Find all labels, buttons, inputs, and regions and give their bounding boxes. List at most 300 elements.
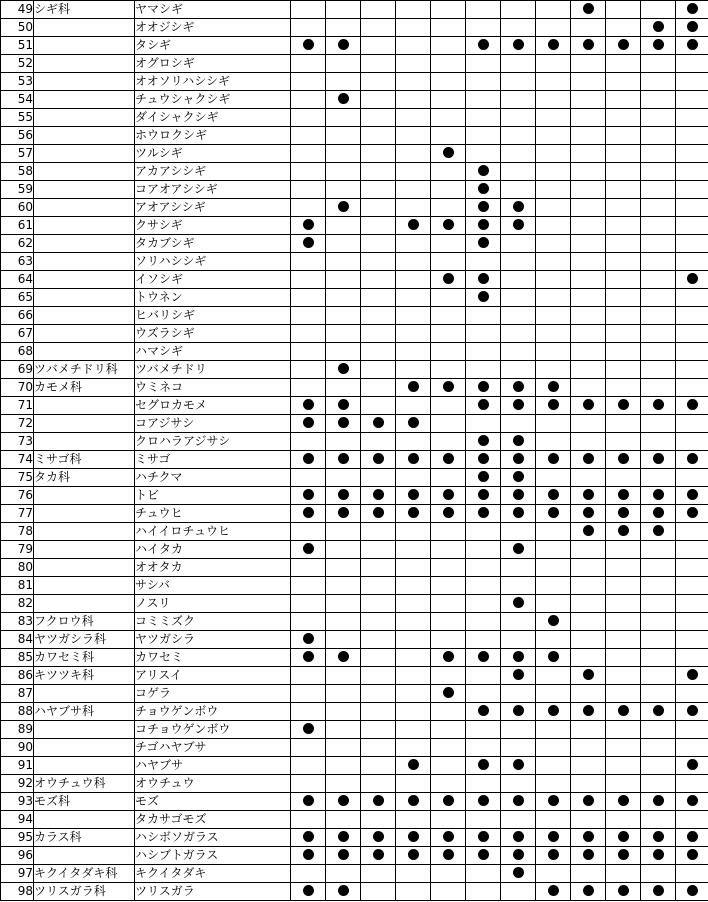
record-cell [361, 757, 396, 775]
record-cell [291, 19, 326, 37]
record-cell [361, 379, 396, 397]
row-number-cell: 91 [1, 757, 34, 775]
record-dot-icon [373, 831, 384, 842]
record-dot-icon [653, 849, 664, 860]
table-row [1, 451, 708, 469]
record-cell [361, 289, 396, 307]
record-cell [431, 541, 466, 559]
record-cell [641, 289, 676, 307]
record-cell [466, 577, 501, 595]
record-dot-icon [478, 849, 489, 860]
record-cell [326, 505, 361, 523]
record-dot-icon [513, 543, 524, 554]
record-cell [501, 37, 536, 55]
record-cell [641, 343, 676, 361]
family-cell: キツツキ科 [34, 667, 135, 685]
record-dot-icon [338, 363, 349, 374]
record-cell [676, 631, 708, 649]
record-dot-icon [338, 885, 349, 896]
row-number-cell: 66 [1, 307, 34, 325]
species-cell: ウズラシギ [135, 325, 291, 343]
record-cell [291, 73, 326, 91]
record-cell [466, 145, 501, 163]
record-cell [326, 685, 361, 703]
record-cell [326, 793, 361, 811]
record-cell [571, 91, 606, 109]
family-cell [34, 343, 135, 361]
record-cell [606, 847, 641, 865]
record-cell [396, 541, 431, 559]
record-cell [361, 217, 396, 235]
record-cell [606, 361, 641, 379]
record-cell [536, 343, 571, 361]
family-cell [34, 73, 135, 91]
record-cell [641, 649, 676, 667]
record-dot-icon [618, 831, 629, 842]
family-cell: ツリスガラ科 [34, 883, 135, 901]
record-cell [501, 865, 536, 883]
record-cell [571, 217, 606, 235]
record-cell [466, 469, 501, 487]
record-dot-icon [513, 435, 524, 446]
record-cell [361, 91, 396, 109]
record-dot-icon [303, 219, 314, 230]
record-cell [536, 19, 571, 37]
record-cell [536, 181, 571, 199]
row-number-cell: 69 [1, 361, 34, 379]
family-cell [34, 397, 135, 415]
record-cell [431, 163, 466, 181]
record-cell [676, 667, 708, 685]
record-cell [361, 361, 396, 379]
record-cell [501, 721, 536, 739]
table-row [1, 127, 708, 145]
record-cell [396, 559, 431, 577]
record-dot-icon [303, 543, 314, 554]
record-cell [571, 865, 606, 883]
record-cell [396, 235, 431, 253]
record-cell [536, 1, 571, 19]
record-cell [606, 343, 641, 361]
record-cell [536, 433, 571, 451]
record-dot-icon [338, 831, 349, 842]
record-cell [571, 595, 606, 613]
record-dot-icon [583, 489, 594, 500]
record-dot-icon [338, 849, 349, 860]
record-cell [536, 217, 571, 235]
table-row [1, 307, 708, 325]
record-cell [536, 127, 571, 145]
record-cell [571, 415, 606, 433]
record-cell [326, 649, 361, 667]
record-cell [466, 271, 501, 289]
record-cell [431, 73, 466, 91]
record-dot-icon [548, 453, 559, 464]
record-dot-icon [513, 669, 524, 680]
species-cell: オウチュウ [135, 775, 291, 793]
record-dot-icon [478, 651, 489, 662]
table-row [1, 577, 708, 595]
record-cell [431, 469, 466, 487]
record-cell [536, 559, 571, 577]
record-cell [676, 91, 708, 109]
record-cell [501, 523, 536, 541]
record-cell [641, 91, 676, 109]
family-cell [34, 541, 135, 559]
record-cell [291, 829, 326, 847]
record-cell [641, 505, 676, 523]
record-cell [291, 415, 326, 433]
record-cell [361, 73, 396, 91]
record-cell [571, 649, 606, 667]
record-cell [326, 469, 361, 487]
table-row [1, 811, 708, 829]
record-cell [676, 595, 708, 613]
record-cell [396, 271, 431, 289]
record-cell [606, 883, 641, 901]
record-cell [466, 397, 501, 415]
record-cell [361, 505, 396, 523]
record-dot-icon [583, 849, 594, 860]
record-cell [571, 397, 606, 415]
species-cell: ヤツガシラ [135, 631, 291, 649]
record-dot-icon [443, 381, 454, 392]
record-cell [291, 1, 326, 19]
record-cell [326, 757, 361, 775]
family-cell: カワセミ科 [34, 649, 135, 667]
record-cell [571, 37, 606, 55]
record-cell [606, 307, 641, 325]
record-cell [606, 721, 641, 739]
record-cell [431, 307, 466, 325]
record-cell [641, 487, 676, 505]
record-cell [396, 793, 431, 811]
record-cell [536, 613, 571, 631]
record-cell [396, 721, 431, 739]
record-dot-icon [513, 489, 524, 500]
table-row [1, 469, 708, 487]
record-cell [431, 127, 466, 145]
record-cell [641, 703, 676, 721]
record-cell [396, 289, 431, 307]
record-dot-icon [408, 417, 419, 428]
record-cell [291, 883, 326, 901]
record-cell [466, 685, 501, 703]
record-cell [606, 91, 641, 109]
record-cell [431, 343, 466, 361]
table-row [1, 847, 708, 865]
species-cell: チュウヒ [135, 505, 291, 523]
record-cell [676, 19, 708, 37]
record-cell [361, 145, 396, 163]
record-dot-icon [408, 759, 419, 770]
record-cell [606, 793, 641, 811]
record-cell [571, 379, 606, 397]
record-cell [676, 775, 708, 793]
record-cell [571, 523, 606, 541]
species-cell: クロハラアジサシ [135, 433, 291, 451]
record-cell [431, 595, 466, 613]
record-cell [501, 271, 536, 289]
record-cell [606, 451, 641, 469]
record-cell [501, 739, 536, 757]
record-dot-icon [653, 525, 664, 536]
record-cell [431, 325, 466, 343]
record-dot-icon [618, 705, 629, 716]
table-row [1, 541, 708, 559]
row-number-cell: 92 [1, 775, 34, 793]
record-cell [466, 775, 501, 793]
table-row [1, 487, 708, 505]
record-dot-icon [513, 597, 524, 608]
row-number-cell: 79 [1, 541, 34, 559]
record-dot-icon [338, 489, 349, 500]
record-cell [326, 739, 361, 757]
record-cell [466, 883, 501, 901]
record-cell [431, 289, 466, 307]
record-dot-icon [653, 831, 664, 842]
family-cell [34, 235, 135, 253]
table-row [1, 37, 708, 55]
table-row [1, 253, 708, 271]
record-cell [641, 793, 676, 811]
record-dot-icon [478, 471, 489, 482]
record-cell [501, 325, 536, 343]
record-cell [536, 271, 571, 289]
table-row [1, 379, 708, 397]
record-cell [536, 307, 571, 325]
record-cell [536, 73, 571, 91]
record-cell [291, 325, 326, 343]
table-row [1, 55, 708, 73]
record-cell [676, 109, 708, 127]
record-dot-icon [408, 453, 419, 464]
record-cell [396, 433, 431, 451]
record-cell [606, 667, 641, 685]
record-dot-icon [653, 39, 664, 50]
record-cell [361, 577, 396, 595]
record-cell [361, 397, 396, 415]
record-cell [676, 181, 708, 199]
record-cell [641, 181, 676, 199]
record-cell [396, 595, 431, 613]
record-cell [361, 19, 396, 37]
record-dot-icon [653, 795, 664, 806]
record-cell [396, 487, 431, 505]
family-cell [34, 163, 135, 181]
species-cell: オオタカ [135, 559, 291, 577]
family-cell [34, 721, 135, 739]
record-cell [641, 451, 676, 469]
family-cell [34, 181, 135, 199]
record-cell [431, 199, 466, 217]
record-cell [536, 37, 571, 55]
record-dot-icon [443, 273, 454, 284]
record-cell [641, 685, 676, 703]
row-number-cell: 93 [1, 793, 34, 811]
record-dot-icon [478, 237, 489, 248]
record-cell [606, 433, 641, 451]
record-dot-icon [687, 3, 698, 14]
record-cell [641, 415, 676, 433]
record-dot-icon [443, 507, 454, 518]
record-dot-icon [548, 399, 559, 410]
species-cell: チョウゲンボウ [135, 703, 291, 721]
family-cell: シギ科 [34, 1, 135, 19]
record-cell [606, 505, 641, 523]
record-cell [466, 631, 501, 649]
record-dot-icon [618, 849, 629, 860]
record-dot-icon [687, 885, 698, 896]
record-cell [431, 685, 466, 703]
record-dot-icon [303, 633, 314, 644]
record-cell [676, 793, 708, 811]
record-cell [501, 73, 536, 91]
record-cell [501, 469, 536, 487]
record-cell [291, 865, 326, 883]
species-cell: カワセミ [135, 649, 291, 667]
species-cell: ハシボソガラス [135, 829, 291, 847]
row-number-cell: 90 [1, 739, 34, 757]
record-cell [501, 577, 536, 595]
record-cell [571, 109, 606, 127]
record-cell [606, 469, 641, 487]
row-number-cell: 96 [1, 847, 34, 865]
record-cell [361, 109, 396, 127]
record-cell [606, 541, 641, 559]
family-cell [34, 55, 135, 73]
record-cell [326, 703, 361, 721]
record-dot-icon [653, 453, 664, 464]
table-row [1, 271, 708, 289]
family-cell: カモメ科 [34, 379, 135, 397]
record-cell [466, 487, 501, 505]
record-cell [396, 505, 431, 523]
species-cell: モズ [135, 793, 291, 811]
row-number-cell: 88 [1, 703, 34, 721]
record-dot-icon [443, 489, 454, 500]
record-cell [326, 271, 361, 289]
record-cell [501, 595, 536, 613]
species-cell: タシギ [135, 37, 291, 55]
record-cell [606, 379, 641, 397]
record-dot-icon [653, 705, 664, 716]
record-cell [641, 595, 676, 613]
row-number-cell: 85 [1, 649, 34, 667]
record-cell [466, 127, 501, 145]
record-cell [536, 649, 571, 667]
record-cell [501, 793, 536, 811]
family-cell [34, 847, 135, 865]
record-cell [501, 631, 536, 649]
record-cell [536, 757, 571, 775]
species-cell: チュウシャクシギ [135, 91, 291, 109]
record-cell [396, 703, 431, 721]
species-cell: チゴハヤブサ [135, 739, 291, 757]
record-cell [536, 91, 571, 109]
record-dot-icon [618, 453, 629, 464]
record-cell [536, 883, 571, 901]
record-dot-icon [443, 849, 454, 860]
record-dot-icon [687, 795, 698, 806]
record-cell [396, 415, 431, 433]
record-cell [641, 883, 676, 901]
record-dot-icon [478, 705, 489, 716]
record-cell [396, 145, 431, 163]
record-cell [606, 415, 641, 433]
record-dot-icon [513, 849, 524, 860]
record-cell [431, 415, 466, 433]
record-cell [676, 865, 708, 883]
table-row [1, 19, 708, 37]
record-cell [571, 19, 606, 37]
record-cell [641, 217, 676, 235]
record-cell [466, 739, 501, 757]
species-cell: タカブシギ [135, 235, 291, 253]
record-cell [641, 361, 676, 379]
record-cell [466, 73, 501, 91]
record-cell [466, 415, 501, 433]
record-cell [431, 631, 466, 649]
record-cell [431, 523, 466, 541]
record-cell [501, 199, 536, 217]
family-cell [34, 19, 135, 37]
species-cell: タカサゴモズ [135, 811, 291, 829]
table-row [1, 343, 708, 361]
record-cell [641, 757, 676, 775]
table-row [1, 793, 708, 811]
record-cell [326, 343, 361, 361]
record-cell [361, 631, 396, 649]
record-cell [571, 739, 606, 757]
table-row [1, 775, 708, 793]
family-cell [34, 415, 135, 433]
species-cell: アオアシシギ [135, 199, 291, 217]
species-cell: ツバメチドリ [135, 361, 291, 379]
record-cell [501, 847, 536, 865]
record-cell [466, 559, 501, 577]
record-cell [676, 217, 708, 235]
row-number-cell: 89 [1, 721, 34, 739]
family-cell [34, 487, 135, 505]
record-cell [361, 793, 396, 811]
record-cell [501, 775, 536, 793]
record-cell [396, 649, 431, 667]
record-cell [606, 1, 641, 19]
record-dot-icon [303, 39, 314, 50]
record-cell [641, 37, 676, 55]
record-cell [676, 325, 708, 343]
record-cell [536, 793, 571, 811]
record-dot-icon [513, 507, 524, 518]
species-cell: コアオアシシギ [135, 181, 291, 199]
record-cell [536, 523, 571, 541]
record-dot-icon [687, 39, 698, 50]
record-dot-icon [303, 417, 314, 428]
table-row [1, 865, 708, 883]
record-cell [291, 757, 326, 775]
record-cell [501, 1, 536, 19]
record-cell [641, 1, 676, 19]
record-cell [536, 721, 571, 739]
record-cell [291, 847, 326, 865]
table-row [1, 667, 708, 685]
record-cell [641, 127, 676, 145]
record-cell [361, 253, 396, 271]
record-cell [676, 379, 708, 397]
record-cell [396, 847, 431, 865]
record-dot-icon [618, 39, 629, 50]
